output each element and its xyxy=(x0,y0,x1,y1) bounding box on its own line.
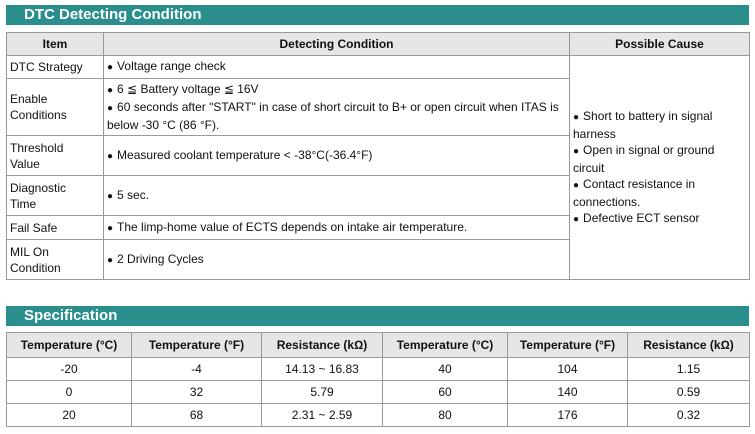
condition-text: The limp-home value of ECTS depends on intake air temperature. xyxy=(117,219,468,234)
bullet-icon: ● xyxy=(107,103,114,114)
bullet-icon: ● xyxy=(573,145,580,157)
condition-text: 60 seconds after "START" in case of short circuit to B+ or open circuit when ITAS is below -30 °C (86 °F). xyxy=(107,100,559,132)
bullet-icon: ● xyxy=(107,150,114,162)
cause-text: Open in signal or ground circuit xyxy=(573,142,715,175)
header-temperature-c: Temperature (°C) xyxy=(7,333,132,358)
possible-cause-cell xyxy=(570,56,750,280)
item-mil-on-condition xyxy=(7,240,104,280)
item-label: Diagnostic xyxy=(10,180,67,195)
item-enable-conditions xyxy=(7,79,104,136)
cause-line xyxy=(573,108,746,142)
table-cell: 60 xyxy=(383,381,508,404)
condition-line xyxy=(107,147,566,165)
table-cell: 80 xyxy=(383,404,508,427)
header-temperature-f: Temperature (°F) xyxy=(508,333,628,358)
table-cell: 40 xyxy=(383,358,508,381)
cause-line xyxy=(573,210,746,228)
condition-text: 2 Driving Cycles xyxy=(117,251,204,266)
bullet-icon: ● xyxy=(573,213,580,225)
table-cell: 14.13 ~ 16.83 xyxy=(262,358,383,381)
item-label: Condition xyxy=(10,260,61,275)
bullet-icon: ● xyxy=(573,111,580,123)
table-cell: 104 xyxy=(508,358,628,381)
spec-header-row xyxy=(7,333,750,358)
table-row xyxy=(7,381,750,404)
item-label: DTC Strategy xyxy=(10,60,83,74)
item-label: Time xyxy=(10,196,37,211)
condition-line xyxy=(107,99,566,133)
condition-diagnostic-time xyxy=(104,176,570,216)
table-cell: 176 xyxy=(508,404,628,427)
header-temperature-c: Temperature (°C) xyxy=(383,333,508,358)
item-diagnostic-time xyxy=(7,176,104,216)
condition-line xyxy=(107,219,566,237)
table-cell: 140 xyxy=(508,381,628,404)
condition-line xyxy=(107,251,566,269)
table-cell: 20 xyxy=(7,404,132,427)
condition-mil-on-condition xyxy=(104,240,570,280)
dtc-section-title: DTC Detecting Condition xyxy=(6,5,749,25)
dtc-header-row xyxy=(7,33,750,56)
condition-text: Voltage range check xyxy=(117,59,226,73)
condition-text: 6 ≦ Battery voltage ≦ 16V xyxy=(117,82,259,96)
header-item: Item xyxy=(7,33,104,56)
condition-fail-safe xyxy=(104,216,570,240)
table-cell: 68 xyxy=(132,404,262,427)
condition-dtc-strategy xyxy=(104,56,570,79)
table-cell: 32 xyxy=(132,381,262,404)
table-row xyxy=(7,404,750,427)
table-cell: 2.31 ~ 2.59 xyxy=(262,404,383,427)
header-detecting-condition: Detecting Condition xyxy=(104,33,570,56)
condition-line xyxy=(107,187,566,205)
item-threshold-value xyxy=(7,136,104,176)
table-cell: 1.15 xyxy=(628,358,750,381)
specification-table xyxy=(6,332,750,427)
condition-line xyxy=(107,58,566,76)
table-cell: 5.79 xyxy=(262,381,383,404)
bullet-icon: ● xyxy=(107,190,114,202)
table-cell: 0 xyxy=(7,381,132,404)
header-resistance: Resistance (kΩ) xyxy=(628,333,750,358)
cause-line xyxy=(573,176,746,210)
table-cell: 0.32 xyxy=(628,404,750,427)
item-label: MIL On xyxy=(10,244,49,259)
bullet-icon: ● xyxy=(573,179,580,191)
cause-text: Contact resistance in connections. xyxy=(573,176,696,209)
condition-text: Measured coolant temperature < -38°C(-36.4°F) xyxy=(117,147,373,162)
item-label: Fail Safe xyxy=(10,220,58,235)
item-label: Conditions xyxy=(10,108,67,122)
condition-line xyxy=(107,81,566,99)
condition-threshold-value xyxy=(104,136,570,176)
item-label: Threshold xyxy=(10,140,64,155)
bullet-icon: ● xyxy=(107,85,114,96)
dtc-condition-table xyxy=(6,32,750,280)
table-cell: 0.59 xyxy=(628,381,750,404)
table-cell: -4 xyxy=(132,358,262,381)
cause-line xyxy=(573,142,746,176)
cause-text: Short to battery in signal harness xyxy=(573,108,713,141)
header-temperature-f: Temperature (°F) xyxy=(132,333,262,358)
cause-text: Defective ECT sensor xyxy=(583,210,700,225)
item-label: Enable xyxy=(10,92,48,106)
condition-text: 5 sec. xyxy=(117,187,150,202)
header-possible-cause: Possible Cause xyxy=(570,33,750,56)
item-label: Value xyxy=(10,156,40,171)
bullet-icon: ● xyxy=(107,222,114,234)
table-row xyxy=(7,358,750,381)
bullet-icon: ● xyxy=(107,62,114,73)
item-fail-safe xyxy=(7,216,104,240)
header-resistance: Resistance (kΩ) xyxy=(262,333,383,358)
condition-enable-conditions xyxy=(104,79,570,136)
row-dtc-strategy xyxy=(7,56,750,79)
table-cell: -20 xyxy=(7,358,132,381)
item-dtc-strategy xyxy=(7,56,104,79)
spec-section-title: Specification xyxy=(6,306,749,326)
bullet-icon: ● xyxy=(107,254,114,266)
